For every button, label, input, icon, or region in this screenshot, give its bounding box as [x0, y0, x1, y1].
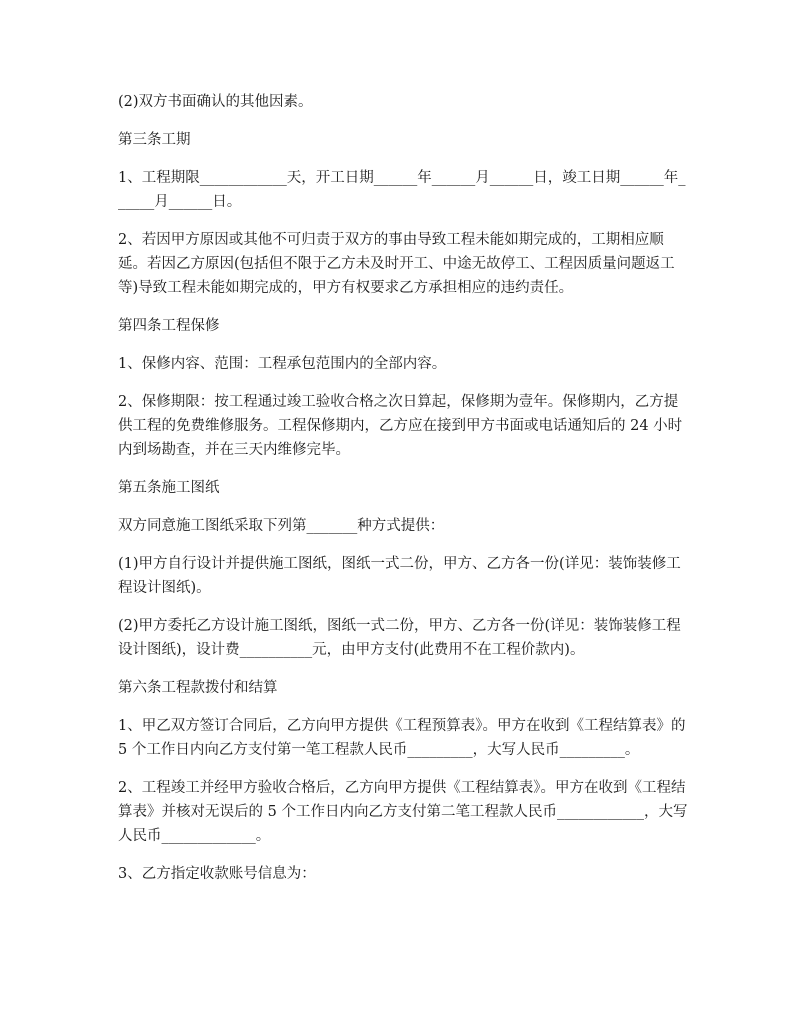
clause-text: 3、乙方指定收款账号信息为：	[118, 866, 316, 882]
clause-text: (2)双方书面确认的其他因素。	[118, 94, 313, 110]
clause-text: 1、保修内容、范围：工程承包范围内的全部内容。	[118, 356, 447, 372]
article-5-heading: 第五条施工图纸	[118, 480, 220, 496]
clause-text: 双方同意施工图纸采取下列第_______种方式提供：	[118, 518, 445, 534]
clause-text: (1)甲方自行设计并提供施工图纸，图纸一式二份，甲方、乙方各一份(详见：装饰装修工程设计图纸)。	[118, 556, 681, 596]
clause-text: 1、工程期限____________天，开工日期______年______月______日，竣工日期______年______月______日。	[118, 170, 686, 210]
clause-text: 2、工程竣工并经甲方验收合格后，乙方向甲方提供《工程结算表》。甲方在收到《工程结算表》并核对无误后的 5 个工作日内向乙方支付第二笔工程款人民币____________，大写人民币_____________。	[118, 780, 688, 844]
clause-text: 2、若因甲方原因或其他不可归责于双方的事由导致工程未能如期完成的，工期相应顺延。若因乙方原因(包括但不限于乙方未及时开工、中途无故停工、工程因质量问题返工等)导致工程未能如期完成的，甲方有权要求乙方承担相应的违约责任。	[118, 232, 675, 296]
article-3-heading: 第三条工期	[118, 132, 191, 148]
clause-text: 1、甲乙双方签订合同后，乙方向甲方提供《工程预算表》。甲方在收到《工程结算表》的 5 个工作日内向乙方支付第一笔工程款人民币_________，大写人民币_________。	[118, 718, 691, 758]
document-body	[118, 90, 691, 900]
clause-text: (2)甲方委托乙方设计施工图纸，图纸一式二份，甲方、乙方各一份(详见：装饰装修工程设计图纸)，设计费__________元，由甲方支付(此费用不在工程价款内)。	[118, 618, 681, 658]
clause-text: 2、保修期限：按工程通过竣工验收合格之次日算起，保修期为壹年。保修期内，乙方提供工程的免费维修服务。工程保修期内，乙方应在接到甲方书面或电话通知后的 24 小时内到场勘查，并在三天内维修完毕。	[118, 394, 683, 458]
article-6-heading: 第六条工程款拨付和结算	[118, 680, 278, 696]
article-4-heading: 第四条工程保修	[118, 318, 220, 334]
